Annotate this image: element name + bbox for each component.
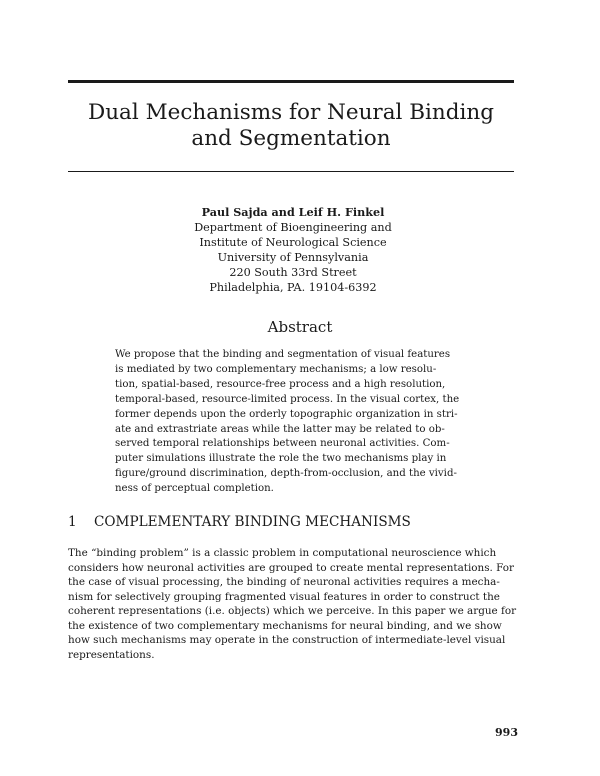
affiliation-line: Institute of Neurological Science: [199, 236, 387, 249]
abstract-text: [115, 348, 469, 497]
abstract-line: served temporal relationships between neuronal activities. Com-: [115, 438, 450, 450]
affiliation-line: 220 South 33rd Street: [229, 266, 357, 279]
abstract-heading: Abstract: [267, 318, 333, 336]
section-title: COMPLEMENTARY BINDING MECHANISMS: [94, 514, 411, 530]
abstract-line: ate and extrastriate areas while the latter may be related to ob-: [115, 423, 445, 435]
body-line: how such mechanisms may operate in the construction of intermediate-level visual: [68, 634, 506, 646]
section-heading: [68, 514, 528, 530]
abstract-line: puter simulations illustrate the role the two mechanisms play in: [115, 453, 447, 465]
title-line: and Segmentation: [191, 126, 391, 151]
section-number: 1: [68, 514, 77, 530]
abstract-line: former depends upon the orderly topographic organization in stri-: [115, 408, 458, 420]
authors: Paul Sajda and Leif H. Finkel: [201, 205, 385, 219]
abstract-line: temporal-based, resource-limited process. In the visual cortex, the: [115, 393, 460, 405]
affiliation-line: University of Pennsylvania: [217, 251, 369, 264]
body-line: coherent representations (i.e. objects) which we perceive. In this paper we argue for: [68, 605, 517, 617]
abstract-line: figure/ground discrimination, depth-from-occlusion, and the vivid-: [115, 468, 457, 480]
body-line: considers how neuronal activities are grouped to create mental representations. For: [68, 561, 515, 574]
affiliation-line: Department of Bioengineering and: [194, 221, 392, 234]
title-line: Dual Mechanisms for Neural Binding: [87, 100, 495, 125]
body-paragraph: [68, 546, 517, 662]
abstract-line: ness of perceptual completion.: [115, 483, 274, 495]
body-line: representations.: [68, 648, 155, 661]
abstract-line: tion, spatial-based, resource-free process and a high resolution,: [115, 378, 446, 390]
body-line: the case of visual processing, the binding of neuronal activities requires a mecha-: [68, 576, 500, 588]
author-block: [160, 205, 426, 295]
body-line: nism for selectively grouping fragmented visual features in order to construct the: [68, 590, 500, 603]
abstract-line: We propose that the binding and segmentation of visual features: [115, 349, 451, 360]
abstract-line: is mediated by two complementary mechanisms; a low resolu-: [115, 363, 437, 375]
paper-title: [68, 100, 514, 152]
page-number: 993: [495, 726, 518, 739]
body-line: The “binding problem” is a classic problem in computational neuroscience which: [68, 547, 497, 559]
title-rule-bottom: [68, 171, 514, 172]
title-rule-top: [68, 80, 514, 83]
affiliation-line: Philadelphia, PA. 19104-6392: [209, 281, 377, 294]
body-line: the existence of two complementary mechanisms for neural binding, and we show: [68, 619, 502, 632]
